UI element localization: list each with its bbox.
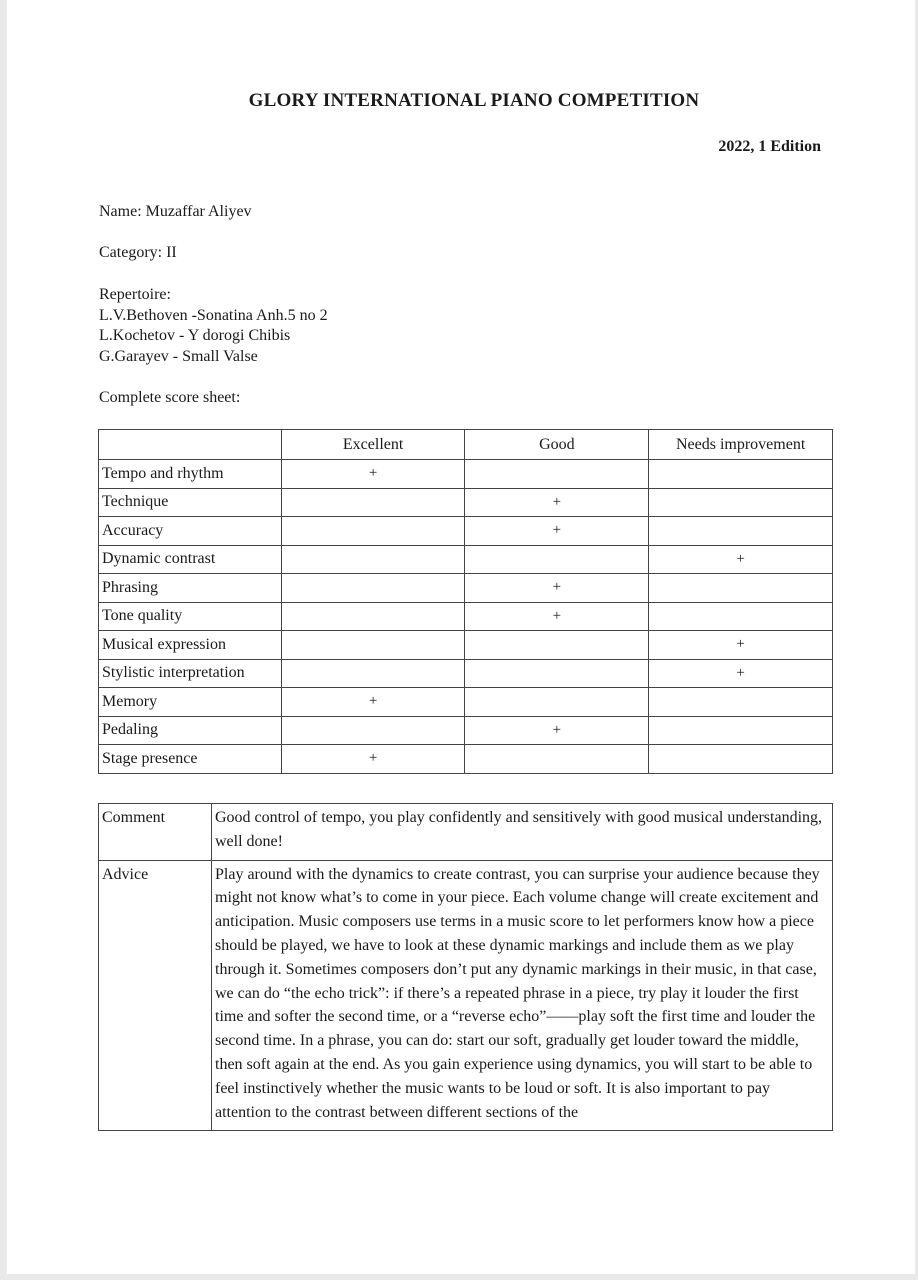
good-cell (465, 545, 649, 574)
criterion-cell: Musical expression (99, 631, 282, 660)
advice-text: Play around with the dynamics to create contrast, you can surprise your audience because they might not know what’s to come in your piece. Each volume change will create excitement and anticipation. Music composers use terms in a music score to let performers know how a piece should be played, we have to look at these dynamic markings and include them as we play through it. Sometimes composers don’t put any dynamic markings in their music, in that case, we can do “the echo trick”: if there’s a repeated phrase in a piece, try play it louder the first time and softer the second time, or a “reverse echo”——play soft the first time and louder the second time. In a phrase, you can do: start our soft, gradually get louder toward the middle, then soft again at the end. As you gain experience using dynamics, you will start to be able to feel instinctively whether the music wants to be loud or soft. It is also important to pay attention to the contrast between different sections of the (212, 860, 833, 1131)
excellent-cell (281, 659, 465, 688)
score-row (99, 631, 833, 660)
criterion-cell: Tempo and rhythm (99, 460, 282, 489)
repertoire-label: Repertoire: (99, 286, 171, 303)
excellent-cell (281, 545, 465, 574)
excellent-cell: + (281, 460, 465, 489)
needs-improvement-cell (649, 602, 833, 631)
repertoire-item: L.V.Bethoven -Sonatina Anh.5 no 2 (99, 306, 328, 324)
advice-label: Advice (99, 860, 212, 1131)
score-table-header (99, 430, 833, 460)
criterion-cell: Phrasing (99, 574, 282, 603)
header-good: Good (465, 430, 649, 460)
score-sheet-label: Complete score sheet: (99, 389, 241, 406)
header-criterion (99, 430, 282, 460)
good-cell: + (465, 602, 649, 631)
criterion-cell: Tone quality (99, 602, 282, 631)
excellent-cell: + (281, 688, 465, 717)
needs-improvement-cell (649, 574, 833, 603)
feedback-table (98, 803, 833, 1131)
criterion-cell: Accuracy (99, 517, 282, 546)
header-needs-improvement: Needs improvement (649, 430, 833, 460)
criterion-cell: Technique (99, 488, 282, 517)
score-row (99, 745, 833, 774)
needs-improvement-cell (649, 716, 833, 745)
needs-improvement-cell (649, 460, 833, 489)
excellent-cell (281, 602, 465, 631)
needs-improvement-cell: + (649, 631, 833, 660)
needs-improvement-cell (649, 688, 833, 717)
excellent-cell (281, 716, 465, 745)
good-cell (465, 631, 649, 660)
excellent-cell (281, 517, 465, 546)
needs-improvement-cell (649, 488, 833, 517)
score-row (99, 688, 833, 717)
score-row (99, 517, 833, 546)
good-cell (465, 659, 649, 688)
excellent-cell (281, 574, 465, 603)
edition-label: 2022, 1 Edition (718, 138, 821, 155)
needs-improvement-cell (649, 745, 833, 774)
good-cell: + (465, 517, 649, 546)
header-excellent: Excellent (281, 430, 465, 460)
good-cell (465, 745, 649, 774)
score-row (99, 460, 833, 489)
score-table (98, 429, 833, 774)
repertoire-section (99, 285, 328, 367)
score-row (99, 602, 833, 631)
good-cell: + (465, 488, 649, 517)
excellent-cell (281, 631, 465, 660)
score-row (99, 716, 833, 745)
criterion-cell: Dynamic contrast (99, 545, 282, 574)
score-row (99, 659, 833, 688)
criterion-cell: Stylistic interpretation (99, 659, 282, 688)
excellent-cell (281, 488, 465, 517)
comment-label: Comment (99, 804, 212, 861)
needs-improvement-cell (649, 517, 833, 546)
good-cell (465, 688, 649, 717)
good-cell: + (465, 574, 649, 603)
document-page (6, 0, 916, 1274)
name-line: Name: Muzaffar Aliyev (99, 203, 252, 220)
repertoire-item: G.Garayev - Small Valse (99, 347, 258, 365)
score-row (99, 574, 833, 603)
excellent-cell: + (281, 745, 465, 774)
needs-improvement-cell: + (649, 659, 833, 688)
criterion-cell: Pedaling (99, 716, 282, 745)
advice-row (99, 860, 833, 1131)
good-cell (465, 460, 649, 489)
category-line: Category: II (99, 244, 177, 261)
criterion-cell: Stage presence (99, 745, 282, 774)
score-row (99, 488, 833, 517)
repertoire-item: L.Kochetov - Y dorogi Chibis (99, 327, 291, 344)
comment-row (99, 804, 833, 861)
document-title: GLORY INTERNATIONAL PIANO COMPETITION (248, 90, 700, 111)
criterion-cell: Memory (99, 688, 282, 717)
needs-improvement-cell: + (649, 545, 833, 574)
good-cell: + (465, 716, 649, 745)
comment-text: Good control of tempo, you play confidently and sensitively with good musical understanding, well done! (212, 804, 833, 861)
score-row (99, 545, 833, 574)
